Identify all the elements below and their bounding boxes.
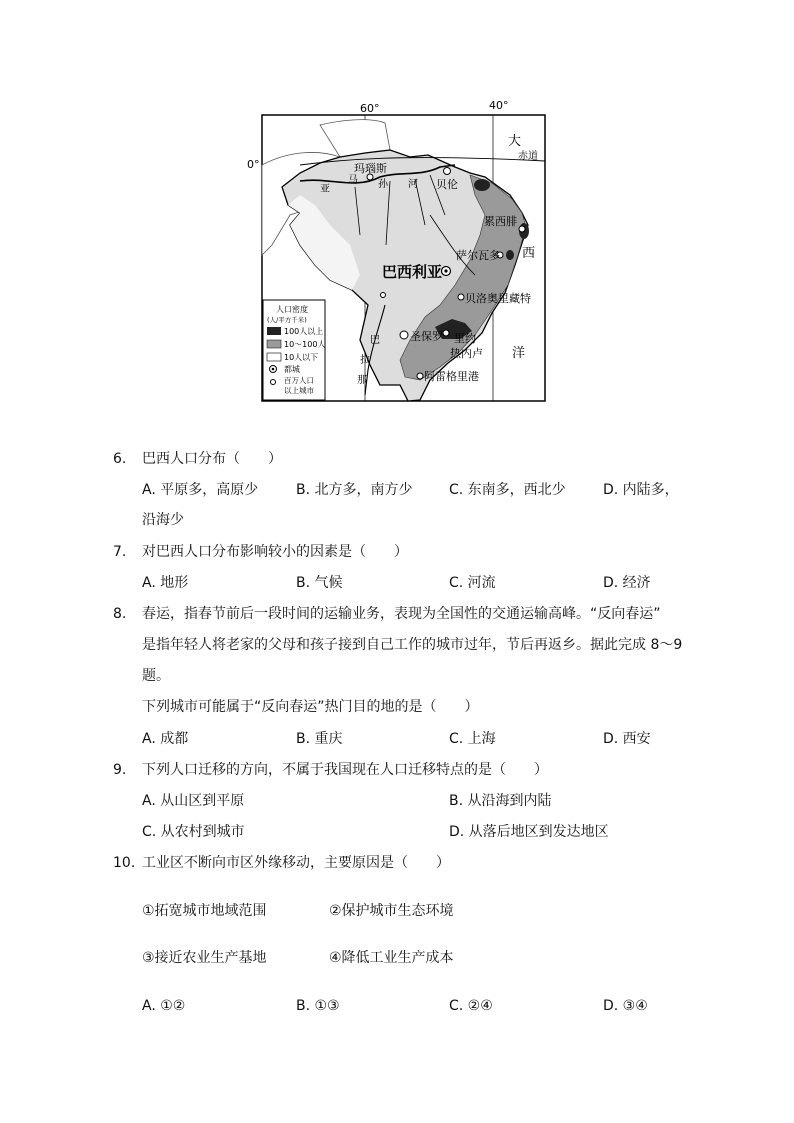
question-7-option-c: C. 河流: [449, 575, 496, 591]
question-7-option-b: B. 气候: [296, 575, 343, 591]
question-8-stem-line-2: 是指年轻人将老家的父母和孩子接到自己工作的城市过年，节后再返乡。据此完成 8～9: [142, 637, 683, 653]
question-7-number: 7.: [113, 544, 127, 560]
salvador-label: 萨尔瓦多: [456, 249, 500, 262]
amazon-label-4: 河: [408, 179, 418, 190]
legend-swatch-sparse: [267, 353, 281, 361]
rio-label-2: 热内卢: [450, 347, 483, 360]
question-7-option-d: D. 经济: [603, 575, 651, 591]
question-9-option-b: B. 从沿海到内陆: [449, 793, 552, 809]
ocean-label-3: 洋: [512, 346, 526, 361]
parana-label-3: 那: [357, 375, 367, 386]
legend-million-label-1: 百万人口: [284, 376, 314, 385]
city-marker-west: [381, 293, 386, 298]
parana-label-2: 拉: [360, 355, 370, 366]
portoalegre-marker: [417, 373, 423, 379]
question-10-stem: 工业区不断向市区外缘移动，主要原因是（ ）: [142, 855, 450, 871]
question-6-stem: 巴西人口分布（ ）: [142, 451, 282, 467]
latitude-0-label: 0°: [247, 158, 260, 171]
ocean-label-2: 西: [522, 246, 536, 261]
bh-marker: [458, 294, 464, 300]
dense-region-salvador: [506, 250, 514, 260]
rio-label-1: 里约: [454, 332, 476, 345]
recife-marker: [519, 226, 525, 232]
question-9-option-c: C. 从农村到城市: [142, 824, 245, 840]
legend-sparse-label: 10人以下: [284, 353, 319, 362]
legend-city-icon: [271, 380, 276, 385]
question-10-item-3: ③接近农业生产基地: [142, 950, 267, 966]
question-6-option-d: D. 内陆多，: [603, 482, 679, 498]
portoalegre-label: 阿雷格里港: [424, 370, 479, 383]
question-7-stem: 对巴西人口分布影响较小的因素是（ ）: [142, 544, 408, 560]
question-10-option-c: C. ②④: [449, 998, 493, 1014]
legend-capital-label: 都城: [284, 365, 300, 374]
amazon-label-2: 马: [348, 175, 358, 186]
legend-dense-label: 100人以上: [284, 327, 324, 336]
legend-capital-icon-dot: [272, 368, 275, 371]
longitude-40-label: 40°: [489, 99, 509, 112]
question-6-option-c: C. 东南多，西北少: [449, 482, 566, 498]
dense-region-belem: [474, 179, 490, 191]
question-7-option-a: A. 地形: [142, 575, 189, 591]
question-9-option-a: A. 从山区到平原: [142, 793, 245, 809]
amazon-label-1: 亚: [320, 184, 330, 195]
parana-label-1: 巴: [370, 335, 380, 346]
map-legend: [263, 300, 325, 400]
question-8-stem-line-4: 下列城市可能属于“反向春运”热门目的地的是（ ）: [142, 699, 479, 715]
ocean-label-1: 大: [508, 134, 522, 149]
question-8-number: 8.: [113, 606, 127, 622]
question-10-item-2: ②保护城市生态环境: [329, 903, 454, 919]
question-10-item-4: ④降低工业生产成本: [329, 950, 454, 966]
brasilia-marker-dot: [444, 269, 447, 272]
question-10-option-a: A. ①②: [142, 998, 186, 1014]
legend-box: [263, 300, 325, 400]
equator-label: 赤道: [518, 151, 538, 162]
legend-title: 人口密度: [276, 305, 308, 314]
question-9-option-d: D. 从落后地区到发达地区: [449, 824, 609, 840]
brazil-population-map: [247, 95, 550, 405]
manaus-label: 玛瑙斯: [354, 162, 387, 175]
question-9-stem: 下列人口迁移的方向，不属于我国现在人口迁移特点的是（ ）: [142, 762, 548, 778]
question-10-item-1: ①拓宽城市地域范围: [142, 903, 267, 919]
bh-label: 贝洛奥里藏特: [465, 292, 531, 305]
question-6-option-b: B. 北方多，南方少: [296, 482, 413, 498]
question-10-number: 10.: [113, 855, 136, 871]
belem-marker: [444, 168, 451, 175]
legend-million-label-2: 以上城市: [284, 386, 314, 395]
question-10-option-d: D. ③④: [603, 998, 648, 1014]
legend-swatch-dense: [267, 327, 281, 335]
question-8-stem-line-3: 题。: [142, 668, 170, 684]
question-10-option-b: B. ①③: [296, 998, 340, 1014]
question-6-option-d-cont: 沿海少: [142, 512, 184, 528]
question-8-option-a: A. 成都: [142, 731, 189, 747]
question-9-number: 9.: [113, 762, 127, 778]
question-8-option-b: B. 重庆: [296, 731, 343, 747]
legend-medium-label: 10～100人: [284, 340, 326, 349]
longitude-60-label: 60°: [360, 102, 380, 115]
saopaulo-marker: [400, 331, 408, 339]
rio-marker: [443, 330, 449, 336]
belem-label: 贝伦: [436, 178, 458, 191]
question-8-option-c: C. 上海: [449, 731, 496, 747]
question-8-stem-line-1: 春运，指春节前后一段时间的运输业务，表现为全国性的交通运输高峰。“反向春运”: [142, 606, 661, 622]
recife-label: 累西腓: [484, 215, 517, 228]
question-6-number: 6.: [113, 451, 127, 467]
brasilia-label: 巴西利亚: [382, 263, 443, 281]
legend-swatch-medium: [267, 340, 281, 348]
question-8-option-d: D. 西安: [603, 731, 651, 747]
question-6-option-a: A. 平原多，高原少: [142, 482, 259, 498]
legend-unit: (人/平方千米): [267, 316, 307, 324]
saopaulo-label: 圣保罗: [410, 330, 443, 343]
amazon-label-3: 孙: [378, 179, 388, 190]
